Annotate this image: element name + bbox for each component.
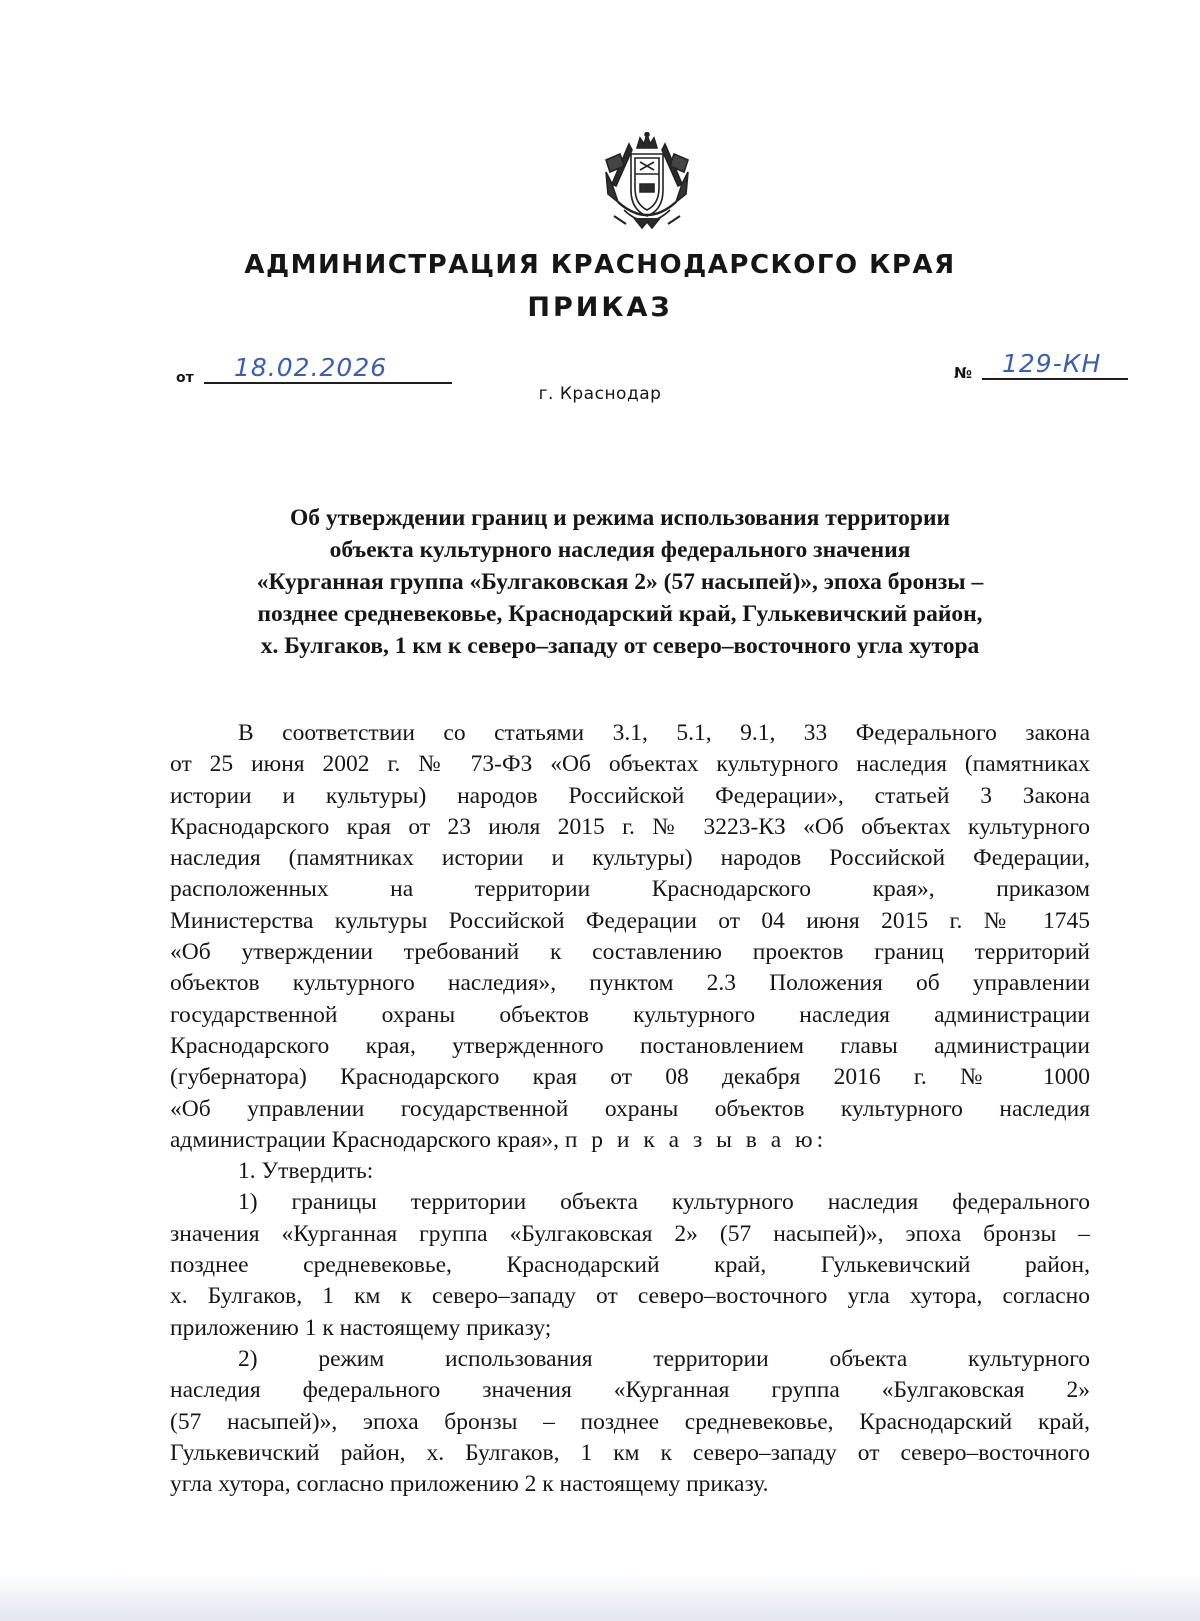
body-line: «Об утверждении требований к составлению проектов границ территорий [170, 939, 1090, 966]
sub-item-1-line: 1) границы территории объекта культурного наследия федерального [238, 1189, 1090, 1216]
body-line: истории и культуры) народов Российской Федерации», статьей 3 Закона [170, 782, 1090, 809]
coat-of-arms-emblem [604, 132, 690, 234]
organization-title: АДМИНИСТРАЦИЯ КРАСНОДАРСКОГО КРАЯ [244, 250, 956, 280]
sub-item-2-line: угла хутора, согласно приложению 2 к настоящему приказу. [170, 1471, 769, 1498]
sub-item-1-line: позднее средневековье, Краснодарский край, Гулькевичский район, [170, 1252, 1090, 1279]
title-line: позднее средневековье, Краснодарский край, Гулькевичский район, [257, 601, 983, 627]
body-line: от 25 июня 2002 г. № 73-ФЗ «Об объектах культурного наследия (памятниках [170, 751, 1090, 778]
title-line: Об утверждении границ и режима использования территории [289, 505, 951, 531]
document-title [160, 502, 1080, 662]
document-body [170, 718, 1090, 1500]
number-field [982, 338, 1128, 380]
body-line: Министерства культуры Российской Федерации от 04 июня 2015 г. № 1745 [170, 907, 1090, 934]
title-line: х. Булгаков, 1 км к северо–западу от северо–восточного угла хутора [260, 633, 980, 659]
body-line: Краснодарского края, утвержденного постановлением главы администрации [170, 1032, 1090, 1059]
body-line [170, 1125, 1090, 1156]
sub-item-2-line: Гулькевичский район, х. Булгаков, 1 км к северо–западу от северо–восточного [170, 1439, 1090, 1466]
sub-item-1-line: приложению 1 к настоящему приказу; [170, 1314, 552, 1341]
body-line: наследия (памятниках истории и культуры) народов Российской Федерации, [170, 845, 1090, 872]
order-word: п р и к а з ы в а ю: [564, 1126, 828, 1153]
date-label: от [176, 370, 194, 386]
body-line: расположенных на территории Краснодарского края», приказом [170, 876, 1090, 903]
body-line: «Об управлении государственной охраны объектов культурного наследия [170, 1095, 1090, 1122]
date-field [204, 342, 452, 384]
body-line: В соответствии со статьями 3.1, 5.1, 9.1, 33 Федерального закона [238, 720, 1090, 746]
body-line: (губернатора) Краснодарского края от 08 декабря 2016 г. № 1000 [170, 1064, 1090, 1091]
handwritten-date: 18.02.2026 [234, 353, 388, 382]
body-line: Краснодарского края от 23 июля 2015 г. № 3223-КЗ «Об объектах культурного [170, 813, 1090, 840]
sub-item-1-line: х. Булгаков, 1 км к северо–западу от северо–восточного угла хутора, согласно [170, 1283, 1090, 1310]
sub-item-2-line: (57 насыпей)», эпоха бронзы – позднее средневековье, Краснодарский край, [170, 1408, 1090, 1435]
city: г. Краснодар [538, 384, 662, 404]
document-type: ПРИКАЗ [527, 292, 673, 323]
preamble-last-prefix: администрации Краснодарского края», [170, 1126, 559, 1153]
title-line: «Курганная группа «Булгаковская 2» (57 насыпей)», эпоха бронзы – [256, 569, 984, 595]
sub-item-2-line: наследия федерального значения «Курганная группа «Булгаковская 2» [170, 1377, 1090, 1404]
sub-item-1-line: значения «Курганная группа «Булгаковская 2» (57 насыпей)», эпоха бронзы – [170, 1220, 1090, 1247]
item-1: 1. Утвердить: [238, 1158, 374, 1185]
body-line: объектов культурного наследия», пунктом 2.3 Положения об управлении [170, 970, 1090, 997]
body-line: государственной охраны объектов культурного наследия администрации [170, 1001, 1090, 1028]
handwritten-number: 129-КН [1002, 349, 1102, 378]
number-label: № [954, 364, 973, 382]
page-bottom-shadow [0, 1575, 1200, 1621]
sub-item-2-line: 2) режим использования территории объекта культурного [238, 1345, 1090, 1372]
title-line: объекта культурного наследия федерального значения [329, 537, 911, 563]
